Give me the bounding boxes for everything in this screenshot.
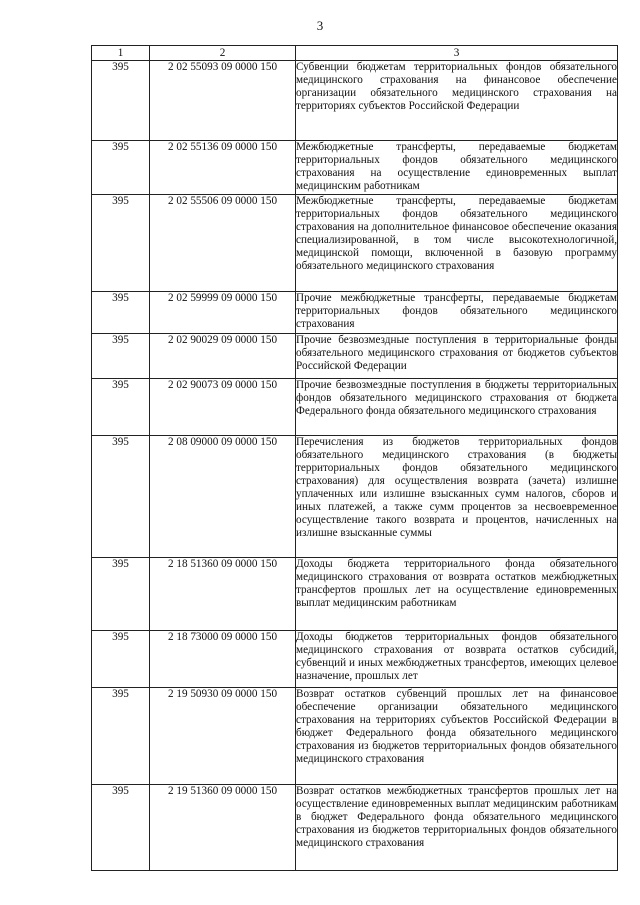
- table-row: [92, 292, 618, 334]
- column-header-1: 1: [92, 46, 150, 61]
- description-cell: Субвенции бюджетам территориальных фондов обязательного медицинского страхования на финансовое обеспечение организации обязательного медицинского страхования на территориях субъектов Российской Федерации: [296, 61, 618, 141]
- table-row: [92, 785, 618, 871]
- kbk-code-cell: 2 02 90073 09 0000 150: [150, 379, 296, 436]
- table-row: [92, 195, 618, 292]
- kbk-code-cell: 2 02 59999 09 0000 150: [150, 292, 296, 334]
- admin-code-cell: 395: [92, 61, 150, 141]
- table-row: [92, 379, 618, 436]
- description-cell: Прочие безвозмездные поступления в территориальные фонды обязательного медицинского страхования от бюджетов субъектов Российской Федерации: [296, 334, 618, 379]
- kbk-code-cell: 2 08 09000 09 0000 150: [150, 436, 296, 558]
- description-cell: Межбюджетные трансферты, передаваемые бюджетам территориальных фондов обязательного медицинского страхования на осуществление единовременных выплат медицинским работникам: [296, 141, 618, 195]
- table-row: [92, 61, 618, 141]
- table-row: [92, 558, 618, 631]
- kbk-code-cell: 2 19 51360 09 0000 150: [150, 785, 296, 871]
- admin-code-cell: 395: [92, 379, 150, 436]
- description-cell: Возврат остатков межбюджетных трансфертов прошлых лет на осуществление единовременных выплат медицинским работникам в бюджет Федерального фонда обязательного медицинского страхования из бюджетов территориальных фондов обязательного медицинского страхования: [296, 785, 618, 871]
- admin-code-cell: 395: [92, 141, 150, 195]
- header-row: [92, 46, 618, 61]
- kbk-code-cell: 2 18 73000 09 0000 150: [150, 631, 296, 688]
- kbk-code-cell: 2 02 55136 09 0000 150: [150, 141, 296, 195]
- kbk-code-cell: 2 02 55506 09 0000 150: [150, 195, 296, 292]
- table-row: [92, 334, 618, 379]
- admin-code-cell: 395: [92, 292, 150, 334]
- table-row: [92, 631, 618, 688]
- description-cell: Возврат остатков субвенций прошлых лет на финансовое обеспечение организации обязательного медицинского страхования на территориях субъектов Российской Федерации в бюджет Федерального фонда обязательного медицинского страхования из бюджетов территориальных фондов обязательного медицинского страхования: [296, 688, 618, 785]
- kbk-code-cell: 2 19 50930 09 0000 150: [150, 688, 296, 785]
- admin-code-cell: 395: [92, 785, 150, 871]
- description-cell: Межбюджетные трансферты, передаваемые бюджетам территориальных фондов обязательного медицинского страхования на дополнительное финансовое обеспечение оказания специализированной, в том числе высокотехнологичной, медицинской помощи, включенной в базовую программу обязательного медицинского страхования: [296, 195, 618, 292]
- description-cell: Прочие безвозмездные поступления в бюджеты территориальных фондов обязательного медицинского страхования от бюджета Федерального фонда обязательного медицинского страхования: [296, 379, 618, 436]
- column-header-3: 3: [296, 46, 618, 61]
- admin-code-cell: 395: [92, 688, 150, 785]
- kbk-code-cell: 2 18 51360 09 0000 150: [150, 558, 296, 631]
- description-cell: Перечисления из бюджетов территориальных фондов обязательного медицинского страхования (в бюджеты территориальных фондов обязательного медицинского страхования) для осуществления возврата (зачета) излишне уплаченных или излишне взысканных сумм налогов, сборов и иных платежей, а также сумм процентов за несвоевременное осуществление такого возврата и процентов, начисленных на излишне взысканные суммы: [296, 436, 618, 558]
- description-cell: Доходы бюджета территориального фонда обязательного медицинского страхования от возврата остатков межбюджетных трансфертов прошлых лет на осуществление единовременных выплат медицинским работникам: [296, 558, 618, 631]
- table-row: [92, 688, 618, 785]
- table-row: [92, 141, 618, 195]
- kbk-code-cell: 2 02 90029 09 0000 150: [150, 334, 296, 379]
- admin-code-cell: 395: [92, 631, 150, 688]
- page-number: 3: [316, 18, 324, 33]
- admin-code-cell: 395: [92, 558, 150, 631]
- description-cell: Прочие межбюджетные трансферты, передаваемые бюджетам территориальных фондов обязательного медицинского страхования: [296, 292, 618, 334]
- admin-code-cell: 395: [92, 334, 150, 379]
- admin-code-cell: 395: [92, 195, 150, 292]
- table-row: [92, 436, 618, 558]
- column-header-2: 2: [150, 46, 296, 61]
- description-cell: Доходы бюджетов территориальных фондов обязательного медицинского страхования от возврата остатков субсидий, субвенций и иных межбюджетных трансфертов, имеющих целевое назначение, прошлых лет: [296, 631, 618, 688]
- kbk-code-cell: 2 02 55093 09 0000 150: [150, 61, 296, 141]
- revenue-codes-table: [91, 45, 618, 871]
- admin-code-cell: 395: [92, 436, 150, 558]
